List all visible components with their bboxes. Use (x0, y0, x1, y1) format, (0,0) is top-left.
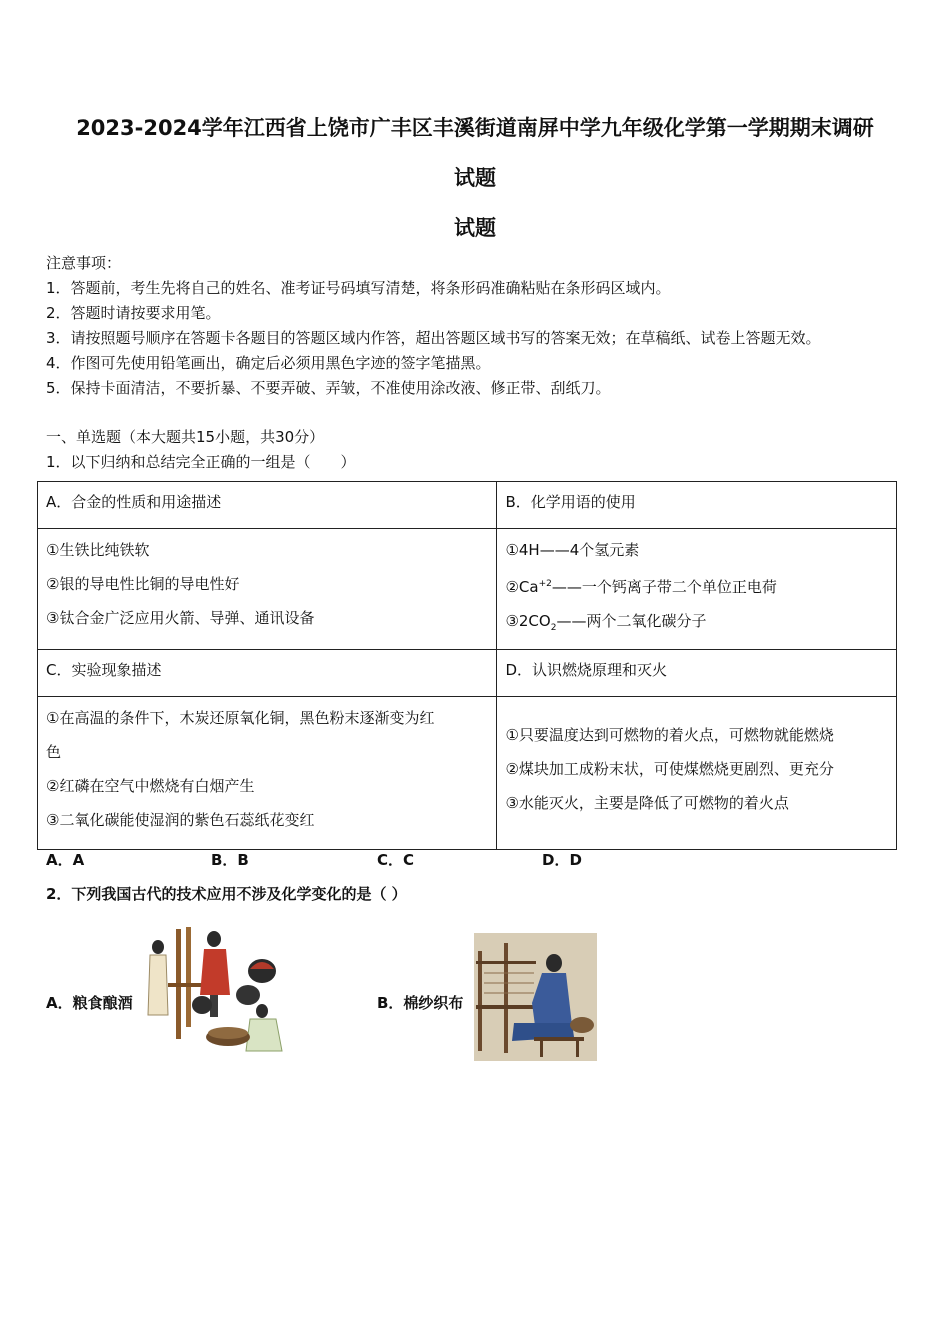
q1-d-item-3: ③水能灭火，主要是降低了可燃物的着火点 (505, 794, 789, 812)
q1-c-item-1: ①在高温的条件下，木炭还原氧化铜，黑色粉末逐渐变为红 (46, 709, 435, 727)
notice-item-5: 5．保持卡面清洁，不要折暴、不要弄破、弄皱，不准使用涂改液、修正带、刮纸刀。 (46, 379, 611, 397)
q1-a-item-2: ②银的导电性比铜的导电性好 (46, 575, 240, 593)
q1-b-item-2-post: ——一个钙离子带二个单位正电荷 (551, 578, 777, 596)
q1-cell-b-head (497, 482, 897, 529)
q1-b-head-text: B．化学用语的使用 (505, 493, 636, 511)
q1-cell-d-body (497, 697, 897, 850)
q1-cell-a-head (38, 482, 497, 529)
q1-option-b[interactable]: B．B (211, 851, 249, 869)
q1-c-item-3: ③二氧化碳能使湿润的紫色石蕊纸花变红 (46, 811, 315, 829)
notice-item-4: 4．作图可先使用铅笔画出，确定后必须用黑色字迹的签字笔描黑。 (46, 354, 491, 372)
notice-item-2: 2．答题时请按要求用笔。 (46, 304, 221, 322)
doc-title-line2: 试题 (454, 166, 496, 190)
notice-item-1: 1．答题前，考生先将自己的姓名、准考证号码填写清楚，将条形码准确粘贴在条形码区域内。 (46, 279, 671, 297)
q1-option-a[interactable]: A．A (46, 851, 85, 869)
q2-option-a[interactable]: A．粮食酿酒 (46, 994, 133, 1012)
q1-b-item-2-pre: ②Ca (505, 578, 539, 596)
q1-b-item-3-post: ——两个二氧化碳分子 (556, 612, 707, 630)
notice-item-3: 3．请按照题号顺序在答题卡各题目的答题区域内作答，超出答题区域书写的答案无效；在草稿纸、试卷上答题无效。 (46, 329, 821, 347)
q1-c-item-2: ②红磷在空气中燃烧有白烟产生 (46, 777, 255, 795)
q1-d-head-text: D．认识燃烧原理和灭火 (505, 661, 667, 679)
q1-cell-c-head (38, 650, 497, 697)
q1-b-item-3 (505, 604, 888, 645)
q1-c-item-1-cont: 色 (46, 743, 62, 761)
doc-title-line3: 试题 (454, 216, 496, 240)
q1-option-c[interactable]: C．C (377, 851, 415, 869)
q1-c-head-text: C．实验现象描述 (46, 661, 162, 679)
q1-a-item-3: ③钛合金广泛应用火箭、导弹、通讯设备 (46, 609, 315, 627)
notice-heading: 注意事项： (46, 254, 122, 272)
q1-table (37, 481, 897, 850)
q1-b-item-3-pre: ③2CO (505, 612, 551, 630)
q1-d-item-1: ①只要温度达到可燃物的着火点，可燃物就能燃烧 (505, 726, 834, 744)
q1-cell-d-head (497, 650, 897, 697)
q1-a-item-1: ①生铁比纯铁软 (46, 541, 150, 559)
q1-b-item-2 (505, 567, 888, 604)
q2-stem: 2．下列我国古代的技术应用不涉及化学变化的是（ ） (46, 885, 407, 903)
q1-cell-c-body (38, 697, 497, 850)
q1-a-head-text: A．合金的性质和用途描述 (46, 493, 222, 511)
q1-cell-a-body (38, 529, 497, 650)
q1-d-item-2: ②煤块加工成粉末状，可使煤燃烧更剧烈、更充分 (505, 760, 834, 778)
q1-b-item-1: ①4H——4个氢元素 (505, 541, 640, 559)
weaving-illustration (474, 933, 597, 1061)
q1-b-item-3-sub: 2 (550, 623, 557, 633)
q1-option-d[interactable]: D．D (542, 851, 582, 869)
q1-stem: 1．以下归纳和总结完全正确的一组是（ ） (46, 453, 356, 471)
section-heading: 一、单选题（本大题共15小题，共30分） (46, 428, 325, 446)
q2-option-b[interactable]: B．棉纱织布 (377, 994, 464, 1012)
q1-b-item-2-sup: +2 (538, 579, 552, 589)
q1-cell-b-body (497, 529, 897, 650)
brewing-illustration (142, 925, 288, 1059)
doc-title-line1: 2023-2024学年江西省上饶市广丰区丰溪街道南屏中学九年级化学第一学期期末调研 (76, 116, 874, 140)
